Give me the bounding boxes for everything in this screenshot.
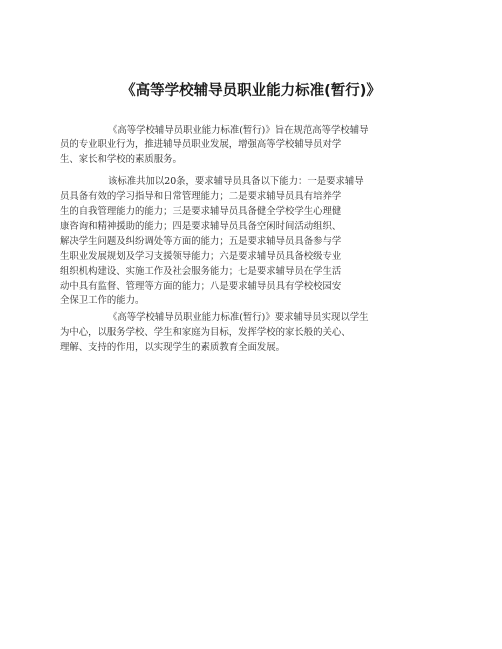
paragraph-line: 《高等学校辅导员职业能力标准(暂行)》要求辅导员实现以学生: [108, 312, 369, 323]
paragraph-line: 康咨询和精神援助的能力；四是要求辅导员具备空闲时间活动组织、: [60, 221, 342, 232]
paragraph-line: 生、家长和学校的素质服务。: [60, 154, 182, 165]
paragraph-line: 全保卫工作的能力。: [60, 295, 145, 306]
paragraph-line: 生职业发展规划及学习支援领导能力；六是要求辅导员具备校级专业: [60, 251, 342, 262]
paragraph-line: 为中心，以服务学校、学生和家庭为目标，发挥学校的家长般的关心、: [60, 327, 351, 338]
paragraph-line: 组织机构建设、实施工作及社会服务能力；七是要求辅导员在学生活: [60, 266, 342, 277]
paragraph-line: 该标准共加以20条，要求辅导员具备以下能力：一是要求辅导: [108, 176, 364, 187]
paragraph-line: 员的专业职业行为，推进辅导员职业发展，增强高等学校辅导员对学: [60, 139, 342, 150]
paragraph-line: 生的自我管理能力的能力；三是要求辅导员具备健全学校学生心理健: [60, 206, 342, 217]
paragraph-line: 员具备有效的学习指导和日常管理能力；二是要求辅导员具有培养学: [60, 191, 342, 202]
paragraph-line: 解决学生问题及纠纷调处等方面的能力；五是要求辅导员具备参与学: [60, 236, 342, 247]
paragraph-line: 《高等学校辅导员职业能力标准(暂行)》旨在规范高等学校辅导: [108, 125, 369, 136]
paragraph-line: 动中具有监督、管理等方面的能力；八是要求辅导员具有学校校园安: [60, 281, 342, 292]
paragraph-line: 理解、支持的作用，以实现学生的素质教育全面发展。: [60, 342, 286, 353]
document-title: 《高等学校辅导员职业能力标准(暂行)》: [121, 83, 381, 99]
